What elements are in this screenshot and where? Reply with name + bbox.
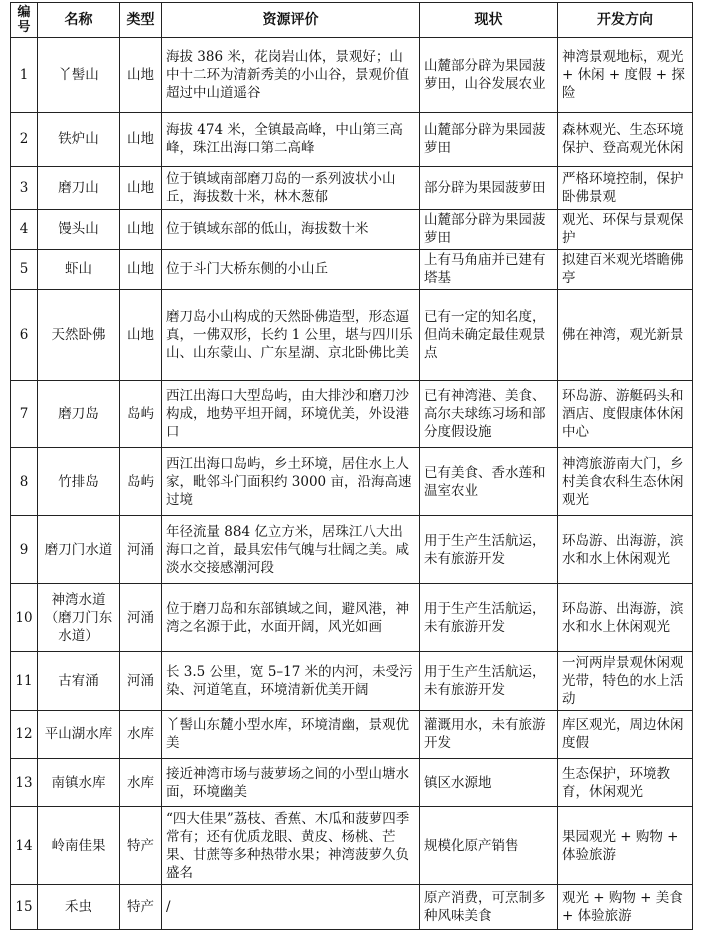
cell-status: 用于生产生活航运，未有旅游开发 (420, 584, 558, 652)
cell-status: 原产消费，可烹制多种风味美食 (420, 884, 558, 929)
cell-development: 神湾景观地标，观光 + 休闲 + 度假 + 探险 (558, 38, 693, 113)
cell-name: 神湾水道（磨刀门东水道） (38, 584, 120, 652)
cell-name: 磨刀门水道 (38, 516, 120, 584)
table-row (11, 209, 693, 249)
cell-num: 15 (11, 884, 38, 929)
cell-name: 馒头山 (38, 209, 120, 249)
cell-num: 12 (11, 710, 38, 758)
cell-evaluation: 长 3.5 公里，宽 5–17 米的内河，未受污染、河道笔直，环境清新优美开阔 (162, 652, 420, 711)
header-type: 类型 (120, 3, 162, 38)
cell-num: 10 (11, 584, 38, 652)
cell-status: 灌溉用水，未有旅游开发 (420, 710, 558, 758)
cell-name: 南镇水库 (38, 759, 120, 807)
cell-name: 岭南佳果 (38, 807, 120, 884)
cell-development: 神湾旅游南大门，乡村美食农科生态休闲观光 (558, 448, 693, 516)
cell-status: 已有一定的知名度，但尚未确定最佳观景点 (420, 290, 558, 381)
cell-type: 特产 (120, 807, 162, 884)
cell-status: 已有美食、香水莲和温室农业 (420, 448, 558, 516)
table-row (11, 380, 693, 448)
cell-evaluation: 位于磨刀岛和东部镇域之间，避风港，神湾之名源于此，水面开阔，风光如画 (162, 584, 420, 652)
cell-type: 山地 (120, 290, 162, 381)
cell-status: 山麓部分辟为果园菠萝田 (420, 113, 558, 166)
cell-status: 山麓部分辟为果园菠萝田 (420, 209, 558, 249)
cell-num: 13 (11, 759, 38, 807)
cell-development: 一河两岸景观休闲观光带，特色的水上活动 (558, 652, 693, 711)
cell-evaluation: 西江出海口大型岛屿，由大排沙和磨刀沙构成，地势平坦开阔，环境优美，外设港口 (162, 380, 420, 448)
header-evaluation: 资源评价 (162, 3, 420, 38)
cell-development: 佛在神湾，观光新景 (558, 290, 693, 381)
table-row (11, 884, 693, 929)
cell-evaluation: 位于斗门大桥东侧的小山丘 (162, 249, 420, 289)
header-status: 现状 (420, 3, 558, 38)
cell-development: 拟建百米观光塔瞻佛亭 (558, 249, 693, 289)
cell-name: 磨刀山 (38, 166, 120, 209)
cell-num: 9 (11, 516, 38, 584)
table-row (11, 807, 693, 884)
cell-status: 已有神湾港、美食、高尔夫球练习场和部分度假设施 (420, 380, 558, 448)
table-row (11, 759, 693, 807)
cell-evaluation: 海拔 386 米，花岗岩山体，景观好；山中十二环为清新秀美的小山谷，景观价值超过中山道遥谷 (162, 38, 420, 113)
cell-evaluation: 丫髻山东麓小型水库，环境清幽，景观优美 (162, 710, 420, 758)
cell-num: 11 (11, 652, 38, 711)
table-row (11, 38, 693, 113)
cell-development: 环岛游、游艇码头和酒店、度假康体休闲中心 (558, 380, 693, 448)
cell-evaluation: “四大佳果”荔枝、香蕉、木瓜和菠萝四季常有；还有优质龙眼、黄皮、杨桃、芒果、甘蔗等多种热带水果；神湾菠萝久负盛名 (162, 807, 420, 884)
cell-development: 生态保护，环境教育，休闲观光 (558, 759, 693, 807)
table-row (11, 113, 693, 166)
cell-status: 山麓部分辟为果园菠萝田，山谷发展农业 (420, 38, 558, 113)
table-row (11, 710, 693, 758)
cell-status: 部分辟为果园菠萝田 (420, 166, 558, 209)
cell-name: 虾山 (38, 249, 120, 289)
cell-name: 磨刀岛 (38, 380, 120, 448)
cell-name: 古宥涌 (38, 652, 120, 711)
cell-type: 河涌 (120, 652, 162, 711)
cell-type: 岛屿 (120, 448, 162, 516)
cell-development: 森林观光、生态环境保护、登高观光休闲 (558, 113, 693, 166)
cell-development: 环岛游、出海游，滨水和水上休闲观光 (558, 516, 693, 584)
cell-development: 观光 + 购物 + 美食 + 体验旅游 (558, 884, 693, 929)
table-row (11, 166, 693, 209)
header-name: 名称 (38, 3, 120, 38)
header-row (11, 3, 693, 38)
header-development: 开发方向 (558, 3, 693, 38)
cell-evaluation: 磨刀岛小山构成的天然卧佛造型，形态逼真，一佛双形，长约 1 公里，堪与四川乐山、山东蒙山、广东星湖、京北卧佛比美 (162, 290, 420, 381)
cell-type: 山地 (120, 249, 162, 289)
cell-name: 铁炉山 (38, 113, 120, 166)
cell-evaluation: / (162, 884, 420, 929)
cell-num: 5 (11, 249, 38, 289)
header-num: 编号 (11, 3, 38, 38)
table-row (11, 290, 693, 381)
cell-type: 山地 (120, 209, 162, 249)
cell-development: 环岛游、出海游，滨水和水上休闲观光 (558, 584, 693, 652)
cell-name: 禾虫 (38, 884, 120, 929)
cell-num: 14 (11, 807, 38, 884)
cell-type: 河涌 (120, 516, 162, 584)
cell-name: 平山湖水库 (38, 710, 120, 758)
cell-num: 1 (11, 38, 38, 113)
table-row (11, 516, 693, 584)
cell-num: 7 (11, 380, 38, 448)
table-body (11, 38, 693, 930)
cell-name: 竹排岛 (38, 448, 120, 516)
cell-status: 用于生产生活航运，未有旅游开发 (420, 652, 558, 711)
cell-type: 河涌 (120, 584, 162, 652)
cell-development: 库区观光，周边休闲度假 (558, 710, 693, 758)
cell-type: 特产 (120, 884, 162, 929)
cell-status: 用于生产生活航运，未有旅游开发 (420, 516, 558, 584)
cell-num: 2 (11, 113, 38, 166)
cell-num: 8 (11, 448, 38, 516)
table-row (11, 584, 693, 652)
cell-evaluation: 位于镇域南部磨刀岛的一系列波状小山丘，海拔数十米，林木葱郁 (162, 166, 420, 209)
cell-evaluation: 西江出海口岛屿，乡土环境，居住水上人家，毗邻斗门面积约 3000 亩，沿海高速过境 (162, 448, 420, 516)
cell-development: 果园观光 + 购物 + 体验旅游 (558, 807, 693, 884)
table-row (11, 249, 693, 289)
cell-development: 观光、环保与景观保护 (558, 209, 693, 249)
cell-num: 3 (11, 166, 38, 209)
cell-num: 4 (11, 209, 38, 249)
cell-name: 丫髻山 (38, 38, 120, 113)
cell-type: 山地 (120, 113, 162, 166)
cell-type: 岛屿 (120, 380, 162, 448)
cell-type: 山地 (120, 166, 162, 209)
table-row (11, 652, 693, 711)
cell-status: 规模化原产销售 (420, 807, 558, 884)
cell-type: 水库 (120, 759, 162, 807)
cell-name: 天然卧佛 (38, 290, 120, 381)
cell-evaluation: 年径流量 884 亿立方米，居珠江八大出海口之首，最具宏伟气魄与壮阔之美。咸淡水交接感潮河段 (162, 516, 420, 584)
cell-evaluation: 接近神湾市场与菠萝场之间的小型山塘水面，环境幽美 (162, 759, 420, 807)
table-row (11, 448, 693, 516)
resource-table (10, 2, 693, 930)
cell-num: 6 (11, 290, 38, 381)
cell-status: 上有马角庙并已建有塔基 (420, 249, 558, 289)
cell-development: 严格环境控制，保护卧佛景观 (558, 166, 693, 209)
cell-evaluation: 海拔 474 米，全镇最高峰，中山第三高峰，珠江出海口第二高峰 (162, 113, 420, 166)
cell-status: 镇区水源地 (420, 759, 558, 807)
cell-evaluation: 位于镇域东部的低山，海拔数十米 (162, 209, 420, 249)
cell-type: 山地 (120, 38, 162, 113)
cell-type: 水库 (120, 710, 162, 758)
